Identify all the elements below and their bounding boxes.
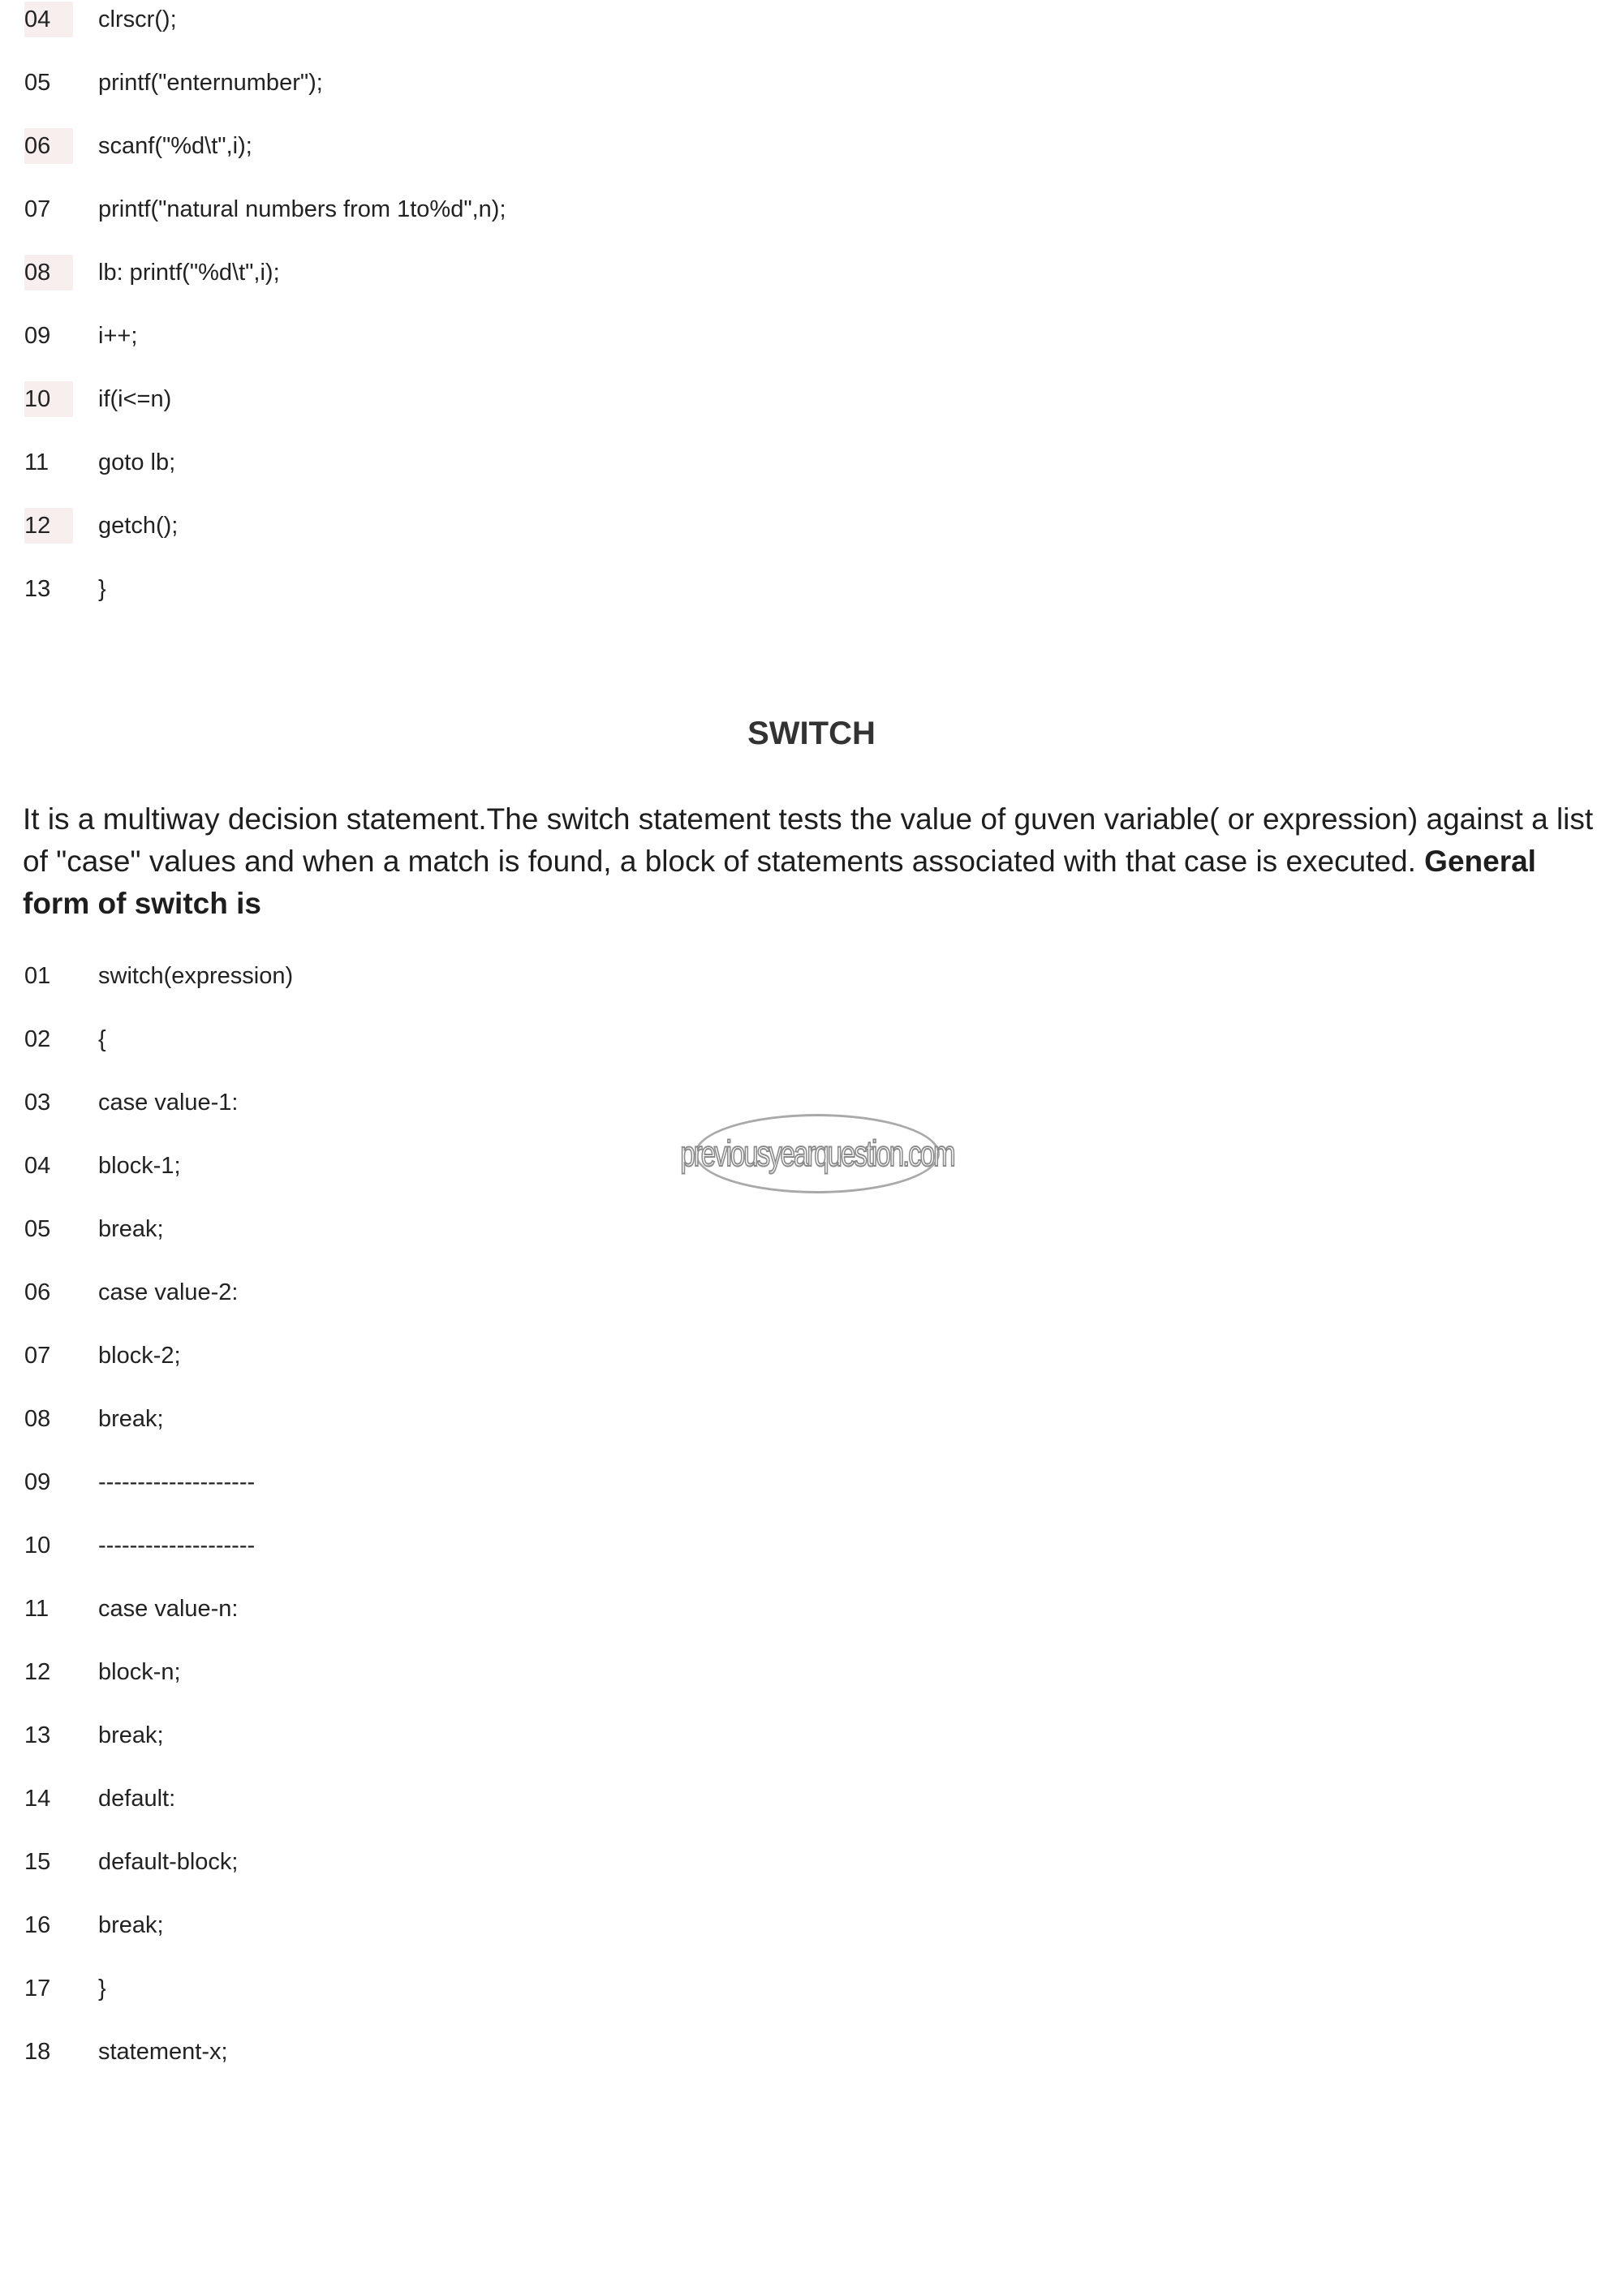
code-text: printf("natural numbers from 1to%d",n); xyxy=(98,196,506,222)
code-line xyxy=(0,1211,1623,1260)
code-text: block-n; xyxy=(98,1659,181,1685)
line-number: 13 xyxy=(24,1722,51,1748)
code-line xyxy=(0,255,1623,303)
line-number: 14 xyxy=(24,1786,51,1812)
code-text: break; xyxy=(98,1722,164,1748)
line-number: 08 xyxy=(24,1406,51,1432)
code-text: break; xyxy=(98,1912,164,1938)
code-line xyxy=(0,1528,1623,1576)
code-line xyxy=(0,2034,1623,2083)
code-text: case value-1: xyxy=(98,1090,239,1116)
code-line xyxy=(0,191,1623,240)
code-line xyxy=(0,2,1623,50)
code-line xyxy=(0,1275,1623,1323)
code-text: if(i<=n) xyxy=(98,386,172,412)
code-text: clrscr(); xyxy=(98,6,177,32)
code-text: scanf("%d\t",i); xyxy=(98,133,252,159)
code-text: } xyxy=(98,1976,106,2001)
line-number: 03 xyxy=(24,1090,51,1116)
line-number: 04 xyxy=(24,2,73,37)
code-line xyxy=(0,318,1623,367)
line-number: 17 xyxy=(24,1976,51,2001)
line-number: 02 xyxy=(24,1026,51,1052)
line-number: 01 xyxy=(24,963,51,989)
code-line xyxy=(0,445,1623,493)
switch-description-text: It is a multiway decision statement.The switch statement tests the value of guven variable( or expression) against a list of "case" values and when a match is found, a block of statements associated with that case is executed. xyxy=(23,802,1594,878)
line-number: 13 xyxy=(24,576,51,602)
code-line xyxy=(0,381,1623,430)
code-text: goto lb; xyxy=(98,449,176,475)
code-line xyxy=(0,1591,1623,1640)
code-line xyxy=(0,1021,1623,1070)
line-number: 06 xyxy=(24,1279,51,1305)
code-text: printf("enternumber"); xyxy=(98,70,323,96)
code-line xyxy=(0,1907,1623,1956)
line-number: 16 xyxy=(24,1912,51,1938)
code-line xyxy=(0,1781,1623,1829)
code-text: break; xyxy=(98,1216,164,1242)
line-number: 08 xyxy=(24,255,73,290)
code-line xyxy=(0,1654,1623,1703)
switch-description-bold: General form of switch is xyxy=(23,845,1536,920)
code-line xyxy=(0,571,1623,620)
line-number: 12 xyxy=(24,508,73,544)
code-text: -------------------- xyxy=(98,1533,256,1559)
code-line xyxy=(0,508,1623,557)
watermark-logo xyxy=(680,1114,954,1193)
line-number: 18 xyxy=(24,2039,51,2065)
code-text: case value-2: xyxy=(98,1279,239,1305)
line-number: 15 xyxy=(24,1849,51,1875)
line-number: 11 xyxy=(24,1596,50,1622)
code-line xyxy=(0,1718,1623,1766)
code-text: -------------------- xyxy=(98,1469,256,1495)
line-number: 07 xyxy=(24,196,51,222)
switch-description xyxy=(23,798,1605,925)
line-number: 05 xyxy=(24,70,51,96)
line-number: 10 xyxy=(24,1533,51,1559)
code-text: switch(expression) xyxy=(98,963,294,989)
code-text: getch(); xyxy=(98,513,179,539)
code-text: default: xyxy=(98,1786,176,1812)
line-number: 04 xyxy=(24,1153,51,1179)
code-line xyxy=(0,65,1623,114)
line-number: 12 xyxy=(24,1659,51,1685)
code-line xyxy=(0,1844,1623,1893)
code-line xyxy=(0,1464,1623,1513)
code-line xyxy=(0,1338,1623,1387)
line-number: 07 xyxy=(24,1343,51,1369)
line-number: 09 xyxy=(24,1469,51,1495)
section-heading: SWITCH xyxy=(747,716,876,751)
code-text: block-2; xyxy=(98,1343,181,1369)
code-line xyxy=(0,1401,1623,1450)
code-text: lb: printf("%d\t",i); xyxy=(98,260,280,286)
line-number: 09 xyxy=(24,323,51,349)
line-number: 11 xyxy=(24,449,50,475)
code-text: default-block; xyxy=(98,1849,239,1875)
code-line xyxy=(0,958,1623,1007)
line-number: 06 xyxy=(24,128,73,164)
line-number: 05 xyxy=(24,1216,51,1242)
code-line xyxy=(0,1971,1623,2019)
line-number: 10 xyxy=(24,381,73,417)
code-line xyxy=(0,128,1623,177)
code-text: statement-x; xyxy=(98,2039,228,2065)
code-text: i++; xyxy=(98,323,138,349)
watermark-text: previousyearquestion.com xyxy=(680,1133,954,1174)
code-text: break; xyxy=(98,1406,164,1432)
code-text: } xyxy=(98,576,106,602)
code-text: block-1; xyxy=(98,1153,181,1179)
code-text: case value-n: xyxy=(98,1596,239,1622)
code-text: { xyxy=(98,1026,106,1052)
